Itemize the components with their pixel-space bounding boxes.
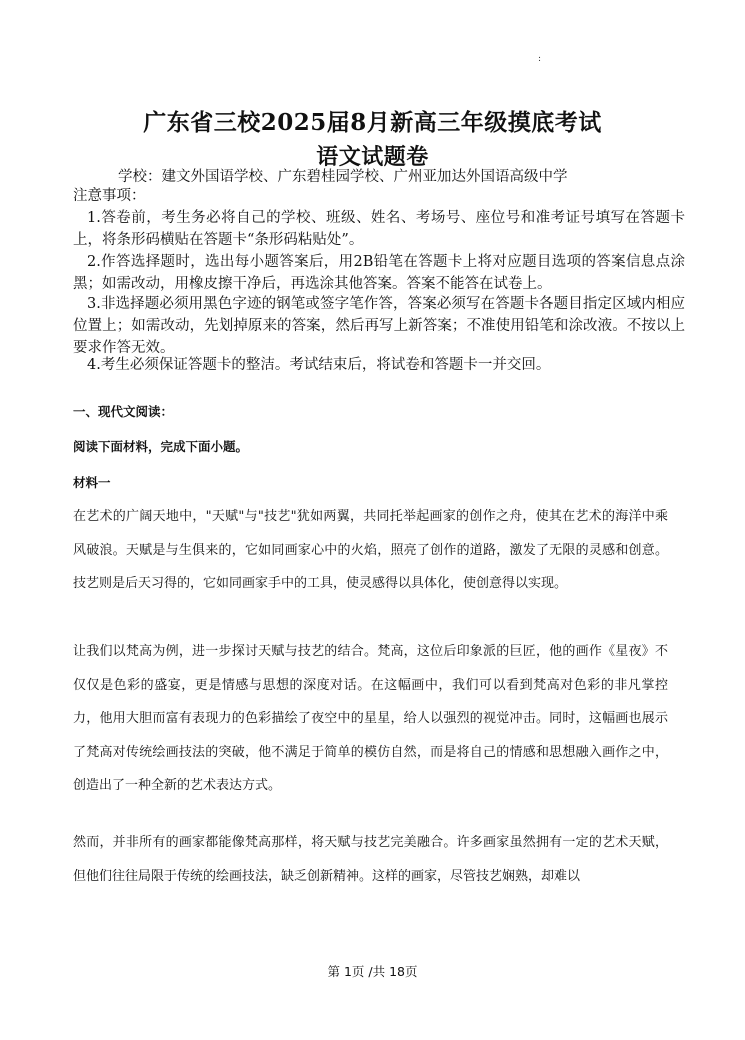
section-instruction: 阅读下面材料，完成下面小题。 [73,439,249,454]
section-heading: 一、现代文阅读： [73,404,174,419]
material-paragraph-3: 然而，并非所有的画家都能像梵高那样，将天赋与技艺完美融合。许多画家虽然拥有一定的艺术天赋，但他们往往局限于传统的绘画技法，缺乏创新精神。这样的画家，尽管技艺娴熟，却难以 [73,835,668,884]
notice-item-1: 1.答卷前，考生务必将自己的学校、班级、姓名、考场号、座位号和准考证号填写在答题卡上，将条形码横贴在答题卡“条形码粘贴处”。 [73,210,685,248]
notice-heading: 注意事项： [73,188,146,204]
page-footer: 第 1页 /共 18页 [327,964,418,979]
exam-title: 广东省三校2025届8月新高三年级摸底考试 [143,109,602,136]
notice-item-3: 3.非选择题必须用黑色字迹的钢笔或签字笔作答，答案必须写在答题卡各题目指定区域内相应位置上；如需改动，先划掉原来的答案，然后再写上新答案；不准使用铅笔和涂改液。不按以上要求作答无效。 [73,296,685,356]
material-paragraph-2: 让我们以梵高为例，进一步探讨天赋与技艺的结合。梵高，这位后印象派的巨匠，他的画作《星夜》不仅仅是色彩的盛宴，更是情感与思想的深度对话。在这幅画中，我们可以看到梵高对色彩的非凡掌控力，他用大胆而富有表现力的色彩描绘了夜空中的星星，给人以强烈的视觉冲击。同时，这幅画也展示了梵高对传统绘画技法的突破，他不满足于简单的模仿自然，而是将自己的情感和思想融入画作之中，创造出了一种全新的艺术表达方式。 [73,644,668,793]
notice-item-2: 2.作答选择题时，选出每小题答案后，用2B铅笔在答题卡上将对应题目选项的答案信息点涂黑；如需改动，用橡皮擦干净后，再选涂其他答案。答案不能答在试卷上。 [73,254,685,292]
corner-mark: : [538,54,542,64]
material-label: 材料一 [73,475,111,490]
notice-item-4: 4.考生必须保证答题卡的整洁。考试结束后，将试卷和答题卡一并交回。 [87,357,551,373]
schools-line: 学校：建文外国语学校、广东碧桂园学校、广州亚加达外国语高级中学 [118,169,568,185]
material-paragraph-1: 在艺术的广阔天地中，"天赋"与"技艺"犹如两翼，共同托举起画家的创作之舟，使其在艺术的海洋中乘风破浪。天赋是与生俱来的，它如同画家心中的火焰，照亮了创作的道路，激发了无限的灵感和创意。技艺则是后天习得的，它如同画家手中的工具，使灵感得以具体化，使创意得以实现。 [73,509,668,591]
exam-subtitle: 语文试题卷 [316,144,429,170]
